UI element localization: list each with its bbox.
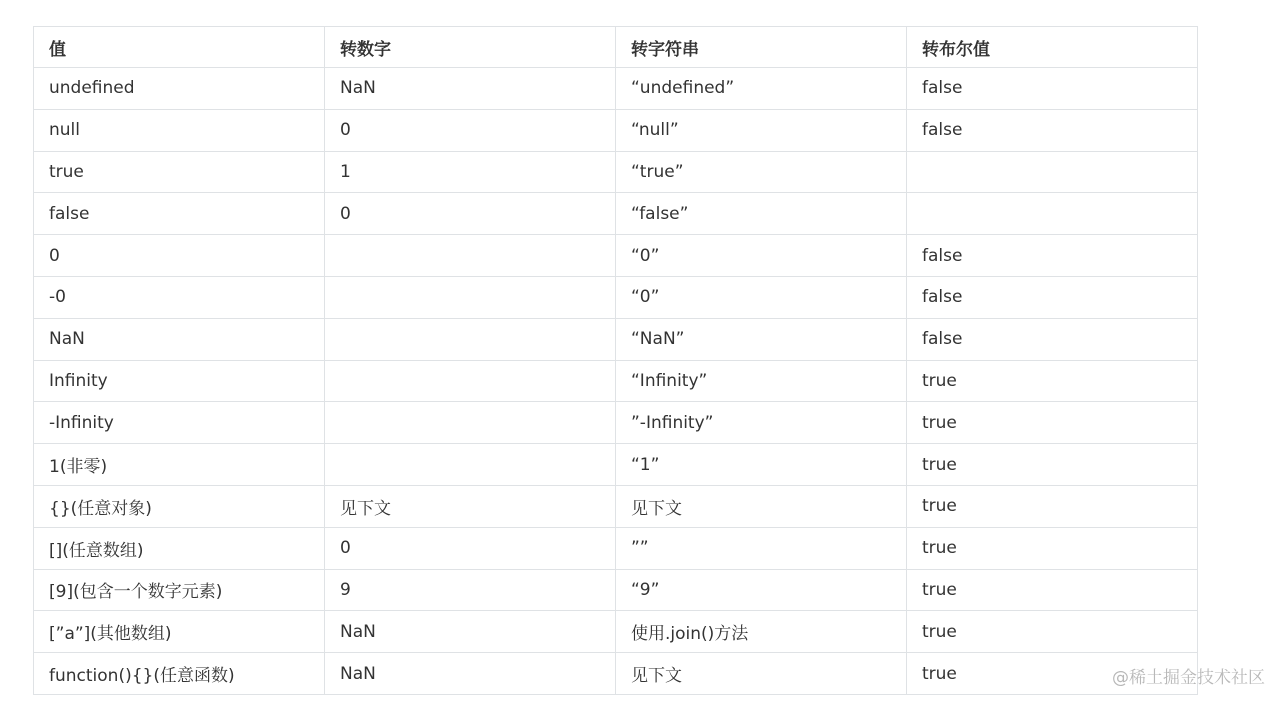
cell-to-string: “null” (616, 109, 907, 151)
table-row (34, 109, 1198, 151)
table-row (34, 235, 1198, 277)
cell-to-number (325, 444, 616, 486)
cell-to-boolean: false (907, 276, 1198, 318)
table-row (34, 444, 1198, 486)
cell-to-string: “NaN” (616, 318, 907, 360)
table-header-row (34, 27, 1198, 68)
cell-value: [”a”](其他数组) (34, 611, 325, 653)
cell-value: -0 (34, 276, 325, 318)
cell-to-string: “1” (616, 444, 907, 486)
cell-value: Infinity (34, 360, 325, 402)
table-row (34, 569, 1198, 611)
cell-to-boolean (907, 193, 1198, 235)
table-row (34, 68, 1198, 110)
cell-value: -Infinity (34, 402, 325, 444)
table-row (34, 318, 1198, 360)
header-to-boolean: 转布尔值 (907, 27, 1198, 68)
cell-to-number: 0 (325, 193, 616, 235)
cell-to-boolean: true (907, 569, 1198, 611)
conversion-table (33, 26, 1198, 695)
cell-value: NaN (34, 318, 325, 360)
table-row (34, 193, 1198, 235)
cell-to-string: “9” (616, 569, 907, 611)
cell-to-boolean: false (907, 68, 1198, 110)
cell-to-string: “undefined” (616, 68, 907, 110)
cell-to-string: ”” (616, 527, 907, 569)
cell-value: [9](包含一个数字元素) (34, 569, 325, 611)
cell-to-string: “0” (616, 235, 907, 277)
table-row (34, 527, 1198, 569)
cell-to-number: 1 (325, 151, 616, 193)
cell-to-boolean: false (907, 318, 1198, 360)
cell-value: [](任意数组) (34, 527, 325, 569)
cell-to-string: 见下文 (616, 485, 907, 527)
cell-value: 0 (34, 235, 325, 277)
table-row (34, 151, 1198, 193)
cell-to-number: NaN (325, 611, 616, 653)
table-row (34, 402, 1198, 444)
cell-to-boolean: true (907, 527, 1198, 569)
cell-to-number (325, 360, 616, 402)
cell-to-boolean: false (907, 109, 1198, 151)
watermark: @稀土掘金技术社区 (1112, 668, 1265, 688)
table-row (34, 276, 1198, 318)
cell-to-boolean: true (907, 444, 1198, 486)
cell-to-boolean: true (907, 360, 1198, 402)
table-row (34, 485, 1198, 527)
cell-to-number: 0 (325, 109, 616, 151)
cell-to-number: 9 (325, 569, 616, 611)
cell-value: null (34, 109, 325, 151)
cell-to-number: NaN (325, 68, 616, 110)
cell-to-boolean (907, 151, 1198, 193)
cell-to-string: 使用.join()方法 (616, 611, 907, 653)
header-to-string: 转字符串 (616, 27, 907, 68)
cell-to-number: 见下文 (325, 485, 616, 527)
cell-to-number: 0 (325, 527, 616, 569)
cell-to-boolean: false (907, 235, 1198, 277)
cell-value: {}(任意对象) (34, 485, 325, 527)
cell-to-string: “false” (616, 193, 907, 235)
cell-to-string: “0” (616, 276, 907, 318)
cell-value: true (34, 151, 325, 193)
cell-value: 1(非零) (34, 444, 325, 486)
cell-value: false (34, 193, 325, 235)
cell-to-number (325, 402, 616, 444)
header-to-number: 转数字 (325, 27, 616, 68)
table-row (34, 360, 1198, 402)
cell-to-boolean: true (907, 402, 1198, 444)
table-body (34, 68, 1198, 695)
table-row (34, 653, 1198, 695)
cell-to-number: NaN (325, 653, 616, 695)
cell-to-string: ”-Infinity” (616, 402, 907, 444)
cell-to-number (325, 318, 616, 360)
cell-to-number (325, 276, 616, 318)
cell-to-boolean: true (907, 611, 1198, 653)
table-row (34, 611, 1198, 653)
cell-to-boolean: true (907, 485, 1198, 527)
cell-to-boolean: true (907, 653, 1198, 695)
cell-value: function(){}(任意函数) (34, 653, 325, 695)
cell-to-string: “true” (616, 151, 907, 193)
cell-value: undefined (34, 68, 325, 110)
header-value: 值 (34, 27, 325, 68)
cell-to-number (325, 235, 616, 277)
cell-to-string: 见下文 (616, 653, 907, 695)
cell-to-string: “Infinity” (616, 360, 907, 402)
